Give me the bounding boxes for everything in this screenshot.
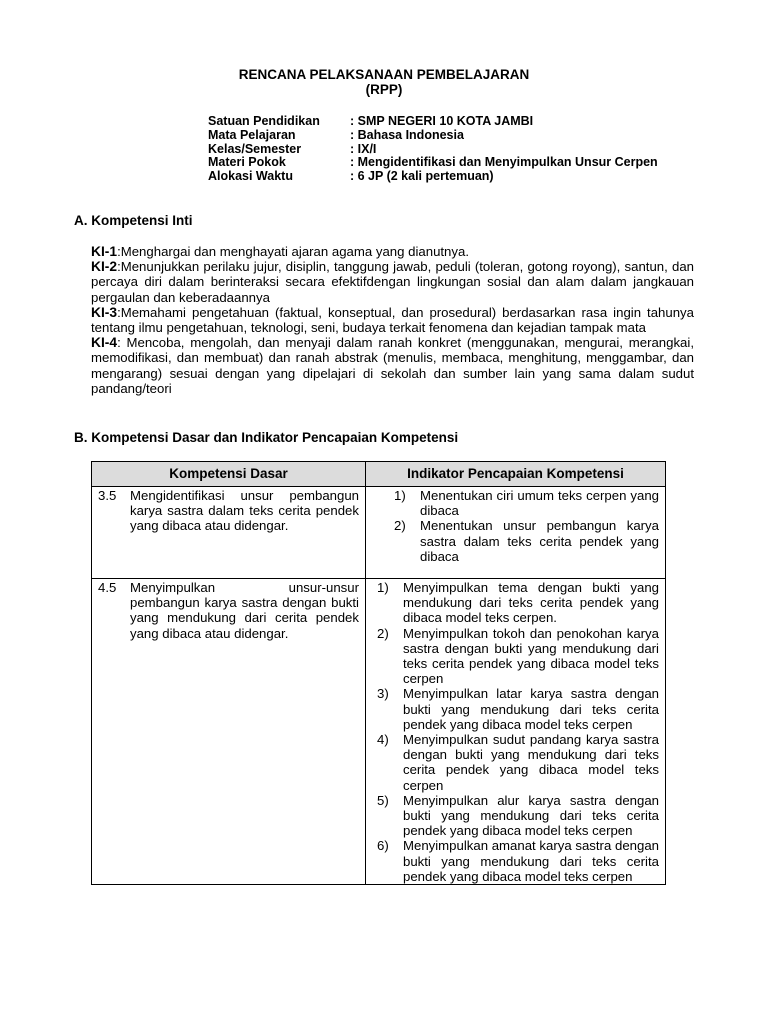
- meta-label: Mata Pelajaran: [208, 127, 296, 142]
- document-subtitle: (RPP): [365, 82, 403, 97]
- meta-label: Satuan Pendidikan: [208, 114, 320, 128]
- list-item: [377, 732, 659, 793]
- indicator-number: 4): [377, 732, 389, 748]
- list-item: [377, 626, 659, 687]
- indicator-number: 6): [377, 838, 389, 854]
- list-item: [394, 488, 659, 518]
- kd-cell: [92, 487, 366, 579]
- indicator-text: Menyimpulkan sudut pandang karya sastra dengan bukti yang mendukung dari teks cerita pendek yang dibaca model teks cerpen: [403, 732, 659, 793]
- ki-code: KI-2: [91, 259, 118, 275]
- kd-number: 3.5: [98, 488, 117, 503]
- kd-text: Menyimpulkan unsur-unsur pembangun karya sastra dengan bukti yang mendukung dari cerita pendek yang dibaca atau didengar.: [130, 580, 359, 641]
- kd-cell: [92, 579, 366, 885]
- indicator-list: [366, 487, 665, 564]
- indicator-list: [366, 579, 665, 884]
- indicator-text: Menyimpulkan amanat karya sastra dengan bukti yang mendukung dari teks cerita pendek yang dibaca model teks cerpen: [403, 838, 659, 884]
- meta-row: [208, 170, 658, 184]
- indicator-text: Menentukan unsur pembangun karya sastra dalam teks cerita pendek yang dibaca: [420, 518, 659, 564]
- meta-row: [208, 115, 658, 129]
- table-header-row: [92, 462, 666, 487]
- meta-value: : 6 JP (2 kali pertemuan): [350, 169, 494, 184]
- ki-code: KI-1: [91, 244, 118, 259]
- ki-paragraph: [91, 305, 694, 335]
- competency-table: [91, 461, 666, 885]
- ki-code: KI-3: [91, 304, 118, 320]
- indicator-number: 1): [377, 580, 389, 595]
- indicator-text: Menyimpulkan alur karya sastra dengan bukti yang mendukung dari teks cerita pendek yang dibaca model teks cerpen: [403, 792, 659, 839]
- ki-paragraph: [91, 244, 694, 259]
- list-item: [377, 793, 659, 839]
- ki-code: KI-4: [91, 335, 118, 351]
- table-row: [92, 487, 666, 579]
- meta-row: [208, 129, 658, 143]
- meta-value: : IX/I: [350, 141, 377, 156]
- meta-label: Alokasi Waktu: [208, 169, 293, 184]
- meta-label: Materi Pokok: [208, 155, 286, 170]
- indicator-text: Menyimpulkan tokoh dan penokohan karya sastra dengan bukti yang mendukung dari teks cerita pendek yang dibaca model teks cerpen: [403, 625, 659, 687]
- ki-text: : Mencoba, mengolah, dan menyaji dalam ranah konkret (menggunakan, mengurai, merangkai, memodifikasi, dan membuat) dan ranah abstrak (menulis, membaca, menghitung, menggambar, dan mengarang) sesuai dengan yang dipelajari di sekolah dan sumber lain yang sama dalam sudut pandang/teori: [91, 335, 694, 396]
- meta-value: : Mengidentifikasi dan Menyimpulkan Unsur Cerpen: [350, 155, 658, 170]
- indicator-number: 5): [377, 792, 389, 808]
- table-row: [92, 579, 666, 885]
- ki-text: :Memahami pengetahuan (faktual, konseptual, dan prosedural) berdasarkan rasa ingin tahunya tentang ilmu pengetahuan, teknologi, seni, budaya terkait fenomena dan kejadian tampak mata: [91, 304, 694, 336]
- indicator-number: 1): [394, 488, 406, 503]
- indicator-text: Menyimpulkan latar karya sastra dengan bukti yang mendukung dari teks cerita pendek yang dibaca model teks cerpen: [403, 686, 659, 732]
- kompetensi-inti-block: [91, 244, 694, 396]
- meta-value: : SMP NEGERI 10 KOTA JAMBI: [350, 114, 534, 128]
- ki-text: :Menunjukkan perilaku jujur, disiplin, tanggung jawab, peduli (toleran, gotong royong), santun, dan percaya diri dalam berinteraksi secara efektifdengan lingkungan sosial dan alam dalam jangkauan pergaulan dan keberadaannya: [91, 259, 694, 305]
- section-b-heading: B. Kompetensi Dasar dan Indikator Pencapaian Kompetensi: [74, 430, 459, 445]
- meta-value: : Bahasa Indonesia: [350, 127, 464, 142]
- indicator-cell: [366, 487, 666, 579]
- header-indikator: Indikator Pencapaian Kompetensi: [366, 462, 666, 487]
- ki-paragraph: [91, 335, 694, 396]
- indicator-text: Menentukan ciri umum teks cerpen yang dibaca: [420, 488, 659, 519]
- header-kompetensi-dasar: Kompetensi Dasar: [92, 462, 366, 487]
- meta-label: Kelas/Semester: [208, 141, 302, 156]
- ki-paragraph: [91, 259, 694, 305]
- indicator-number: 2): [394, 518, 406, 534]
- indicator-number: 3): [377, 686, 389, 702]
- indicator-text: Menyimpulkan tema dengan bukti yang mendukung dari teks cerita pendek yang dibaca model teks cerpen.: [403, 580, 659, 626]
- meta-row: [208, 143, 658, 157]
- indicator-number: 2): [377, 625, 389, 641]
- list-item: [377, 686, 659, 732]
- list-item: [377, 838, 659, 884]
- section-a-heading: A. Kompetensi Inti: [74, 213, 193, 228]
- identity-block: [208, 115, 658, 184]
- meta-row: [208, 156, 658, 170]
- kd-text: Mengidentifikasi unsur pembangun karya sastra dalam teks cerita pendek yang dibaca atau didengar.: [130, 488, 359, 534]
- document-title: RENCANA PELAKSANAAN PEMBELAJARAN: [238, 67, 530, 82]
- list-item: [394, 518, 659, 564]
- list-item: [377, 580, 659, 626]
- kd-number: 4.5: [98, 580, 117, 595]
- ki-text: :Menghargai dan menghayati ajaran agama yang dianutnya.: [117, 244, 469, 259]
- indicator-cell: [366, 579, 666, 885]
